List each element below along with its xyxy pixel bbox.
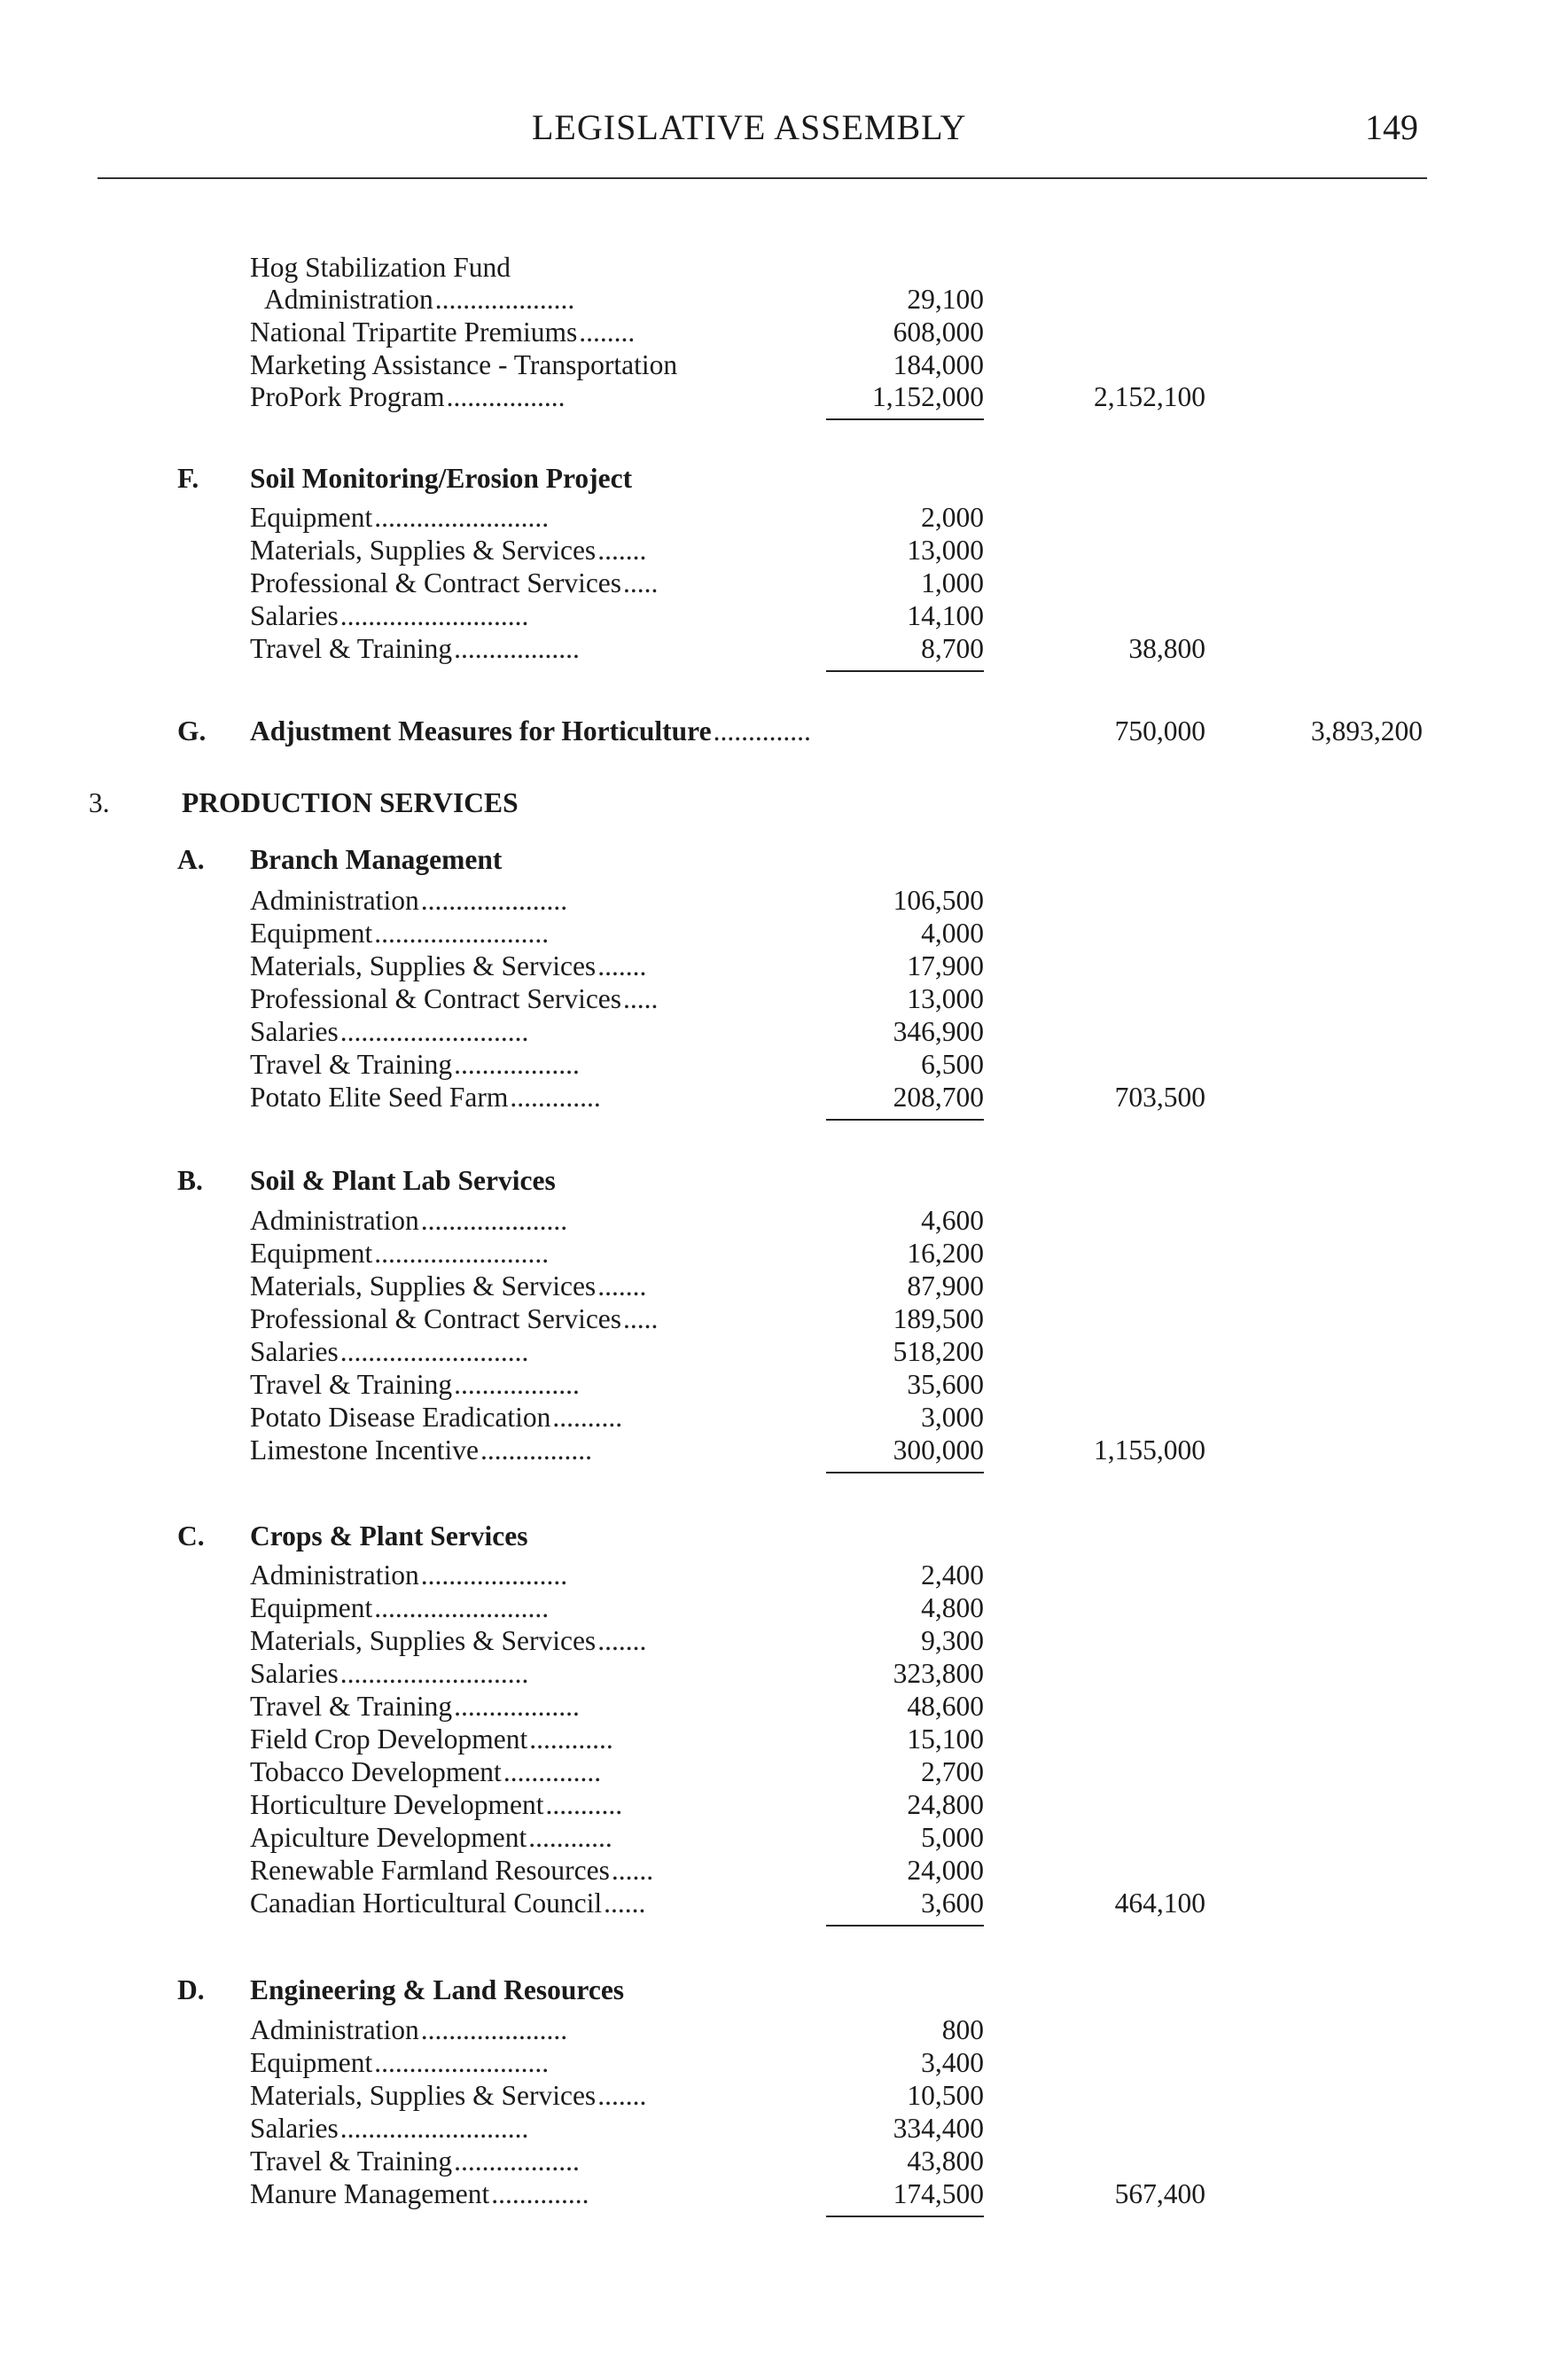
line-item [264, 282, 574, 317]
amount-cell: 2,400 [921, 1559, 984, 1591]
table-row [0, 1203, 1568, 1239]
amount-cell: 3,400 [921, 2047, 984, 2078]
heading-label: Branch Management [250, 844, 503, 875]
table-row [0, 631, 1568, 667]
item-label: Salaries [250, 1016, 339, 1047]
amount-cell: 334,400 [893, 2113, 984, 2144]
leader-dots: ........................... [339, 1336, 529, 1367]
leader-dots: .......... [552, 1402, 623, 1433]
item-label: Materials, Supplies & Services [250, 1625, 597, 1656]
line-item [250, 1519, 528, 1554]
amount-cell: 10,500 [907, 2080, 984, 2111]
item-label: Equipment [250, 2047, 373, 2078]
item-label: Administration [250, 1205, 419, 1236]
heading-label: Crops & Plant Services [250, 1520, 528, 1551]
leader-dots: .................. [454, 2145, 580, 2177]
section-heading-row [0, 785, 1568, 821]
item-label: Travel & Training [250, 1049, 453, 1080]
total-cell: 3,893,200 [1311, 715, 1423, 746]
line-item [250, 842, 502, 878]
leader-dots: .............. [713, 715, 811, 746]
line-item [250, 1203, 567, 1239]
item-label: Salaries [250, 1336, 339, 1367]
line-item [250, 533, 646, 568]
leader-dots: ................ [480, 1434, 593, 1465]
line-item [250, 2111, 528, 2146]
column-underline [826, 418, 984, 420]
amount-cell: 208,700 [893, 1082, 984, 1113]
amount-cell: 87,900 [907, 1270, 984, 1301]
table-row [0, 981, 1568, 1017]
item-label: National Tripartite Premiums [250, 317, 578, 348]
line-item [250, 1400, 622, 1435]
amount-cell: 8,700 [921, 633, 984, 664]
item-label: Administration [250, 1559, 419, 1591]
leader-dots: ........ [579, 317, 636, 348]
amount-cell: 4,000 [921, 918, 984, 949]
amount-cell: 608,000 [893, 317, 984, 348]
item-label: Materials, Supplies & Services [250, 1270, 597, 1301]
table-row [0, 1755, 1568, 1790]
line-item [250, 1853, 653, 1888]
leader-dots: ....... [597, 950, 647, 981]
leader-dots: ........................... [339, 1658, 529, 1689]
leader-dots: ....... [597, 535, 647, 566]
table-row [0, 1433, 1568, 1468]
leader-dots: .................. [454, 1049, 580, 1080]
item-label: Manure Management [250, 2178, 490, 2209]
line-item [250, 1236, 549, 1271]
heading-label: Soil & Plant Lab Services [250, 1165, 556, 1196]
section-heading-row [0, 714, 1568, 749]
item-label: Travel & Training [250, 2145, 453, 2177]
subsection-letter: B. [177, 1165, 203, 1196]
subtotal-cell: 1,155,000 [1094, 1434, 1205, 1465]
leader-dots: ....... [597, 1625, 647, 1656]
table-row [0, 1047, 1568, 1082]
table-row [0, 1080, 1568, 1115]
amount-cell: 29,100 [907, 284, 984, 315]
amount-cell: 1,152,000 [872, 381, 984, 412]
table-row [0, 2144, 1568, 2179]
table-row [0, 1656, 1568, 1692]
amount-cell: 13,000 [907, 535, 984, 566]
item-label: Administration [264, 284, 433, 315]
line-item [250, 631, 580, 667]
subtotal-cell: 38,800 [1128, 633, 1205, 664]
item-label: Travel & Training [250, 1691, 453, 1722]
amount-cell: 43,800 [907, 2145, 984, 2177]
leader-dots: .................. [454, 1369, 580, 1400]
amount-cell: 2,000 [921, 502, 984, 533]
amount-cell: 1,000 [921, 567, 984, 598]
line-item [250, 598, 528, 634]
line-item [182, 785, 519, 821]
amount-cell: 6,500 [921, 1049, 984, 1080]
subtotal-cell: 2,152,100 [1094, 381, 1205, 412]
line-item [250, 1367, 580, 1403]
item-label: Hog Stabilization Fund [250, 252, 511, 283]
line-item [250, 315, 635, 350]
heading-label: Soil Monitoring/Erosion Project [250, 463, 633, 494]
amount-cell: 14,100 [907, 600, 984, 631]
amount-cell: 5,000 [921, 1822, 984, 1853]
item-label: Administration [250, 2014, 419, 2045]
leader-dots: .................. [454, 1691, 580, 1722]
line-item [250, 2177, 589, 2212]
amount-cell: 9,300 [921, 1625, 984, 1656]
table-row [0, 2045, 1568, 2081]
leader-dots: ..................... [420, 1559, 568, 1591]
amount-cell: 3,600 [921, 1888, 984, 1919]
table-row [0, 1236, 1568, 1271]
item-label: Professional & Contract Services [250, 1303, 622, 1334]
table-row [0, 1787, 1568, 1823]
leader-dots: ........................... [339, 1016, 529, 1047]
line-item [250, 566, 658, 601]
line-item [250, 1820, 612, 1856]
line-item [250, 1269, 646, 1304]
amount-cell: 15,100 [907, 1723, 984, 1755]
table-row [0, 949, 1568, 984]
table-row [0, 1301, 1568, 1337]
item-label: Travel & Training [250, 633, 453, 664]
section-heading-row [0, 461, 1568, 496]
table-row [0, 250, 1568, 285]
subsection-letter: G. [177, 715, 207, 746]
table-row [0, 883, 1568, 918]
item-label: Potato Elite Seed Farm [250, 1082, 509, 1113]
item-label: Canadian Horticultural Council [250, 1888, 603, 1919]
item-label: Travel & Training [250, 1369, 453, 1400]
table-row [0, 1367, 1568, 1403]
leader-dots: .................... [434, 284, 575, 315]
table-row [0, 916, 1568, 951]
item-label: Horticulture Development [250, 1789, 544, 1820]
amount-cell: 2,700 [921, 1756, 984, 1787]
amount-cell: 106,500 [893, 885, 984, 916]
page-title: LEGISLATIVE ASSEMBLY [532, 107, 967, 147]
item-label: ProPork Program [250, 381, 445, 412]
item-label: Equipment [250, 502, 373, 533]
table-row [0, 1886, 1568, 1921]
item-label: Apiculture Development [250, 1822, 527, 1853]
table-row [0, 1820, 1568, 1856]
line-item [250, 1591, 549, 1626]
column-underline [826, 1925, 984, 1927]
table-row [0, 1623, 1568, 1659]
line-item [250, 1163, 556, 1199]
leader-dots: .............. [503, 1756, 602, 1787]
amount-cell: 4,800 [921, 1592, 984, 1623]
line-item [250, 2013, 567, 2048]
line-item [250, 500, 549, 535]
leader-dots: ......................... [374, 2047, 550, 2078]
table-row [0, 1722, 1568, 1757]
line-item [250, 1433, 592, 1468]
item-label: Field Crop Development [250, 1723, 528, 1755]
item-label: Professional & Contract Services [250, 567, 622, 598]
subsection-letter: C. [177, 1520, 205, 1551]
leader-dots: ........... [545, 1789, 623, 1820]
leader-dots: ..................... [420, 2014, 568, 2045]
column-underline [826, 2216, 984, 2217]
leader-dots: ............ [529, 1723, 613, 1755]
section-heading-row [0, 842, 1568, 878]
table-row [0, 2111, 1568, 2146]
leader-dots: ....... [597, 1270, 647, 1301]
leader-dots: ..................... [420, 885, 568, 916]
amount-cell: 48,600 [907, 1691, 984, 1722]
line-item [250, 1014, 528, 1050]
leader-dots: ............ [528, 1822, 612, 1853]
leader-dots: ..... [623, 567, 659, 598]
amount-cell: 24,000 [907, 1855, 984, 1886]
table-row [0, 1591, 1568, 1626]
leader-dots: ................. [446, 381, 566, 412]
item-label: Marketing Assistance - Transportation [250, 349, 678, 380]
item-label: Salaries [250, 1658, 339, 1689]
leader-dots: ............. [510, 1082, 601, 1113]
amount-cell: 174,500 [893, 2178, 984, 2209]
line-item [250, 1334, 528, 1370]
column-underline [826, 1119, 984, 1121]
amount-cell: 4,600 [921, 1205, 984, 1236]
amount-cell: 323,800 [893, 1658, 984, 1689]
amount-cell: 24,800 [907, 1789, 984, 1820]
subsection-letter: F. [177, 463, 199, 494]
line-item [250, 2078, 646, 2114]
amount-cell: 16,200 [907, 1238, 984, 1269]
table-row [0, 1014, 1568, 1050]
leader-dots: ......................... [374, 918, 550, 949]
line-item [250, 379, 566, 415]
table-row [0, 315, 1568, 350]
line-item [250, 981, 658, 1017]
heading-label: PRODUCTION SERVICES [182, 787, 519, 818]
line-item [250, 1558, 567, 1593]
line-item [250, 1689, 580, 1724]
leader-dots: ........................... [339, 2113, 529, 2144]
table-row [0, 348, 1568, 383]
subtotal-cell: 703,500 [1114, 1082, 1205, 1113]
table-row [0, 282, 1568, 317]
amount-cell: 184,000 [893, 349, 984, 380]
page-header [0, 106, 1568, 160]
amount-cell: 13,000 [907, 983, 984, 1014]
leader-dots: ..... [623, 983, 659, 1014]
line-item [250, 1755, 601, 1790]
item-label: Equipment [250, 918, 373, 949]
item-label: Renewable Farmland Resources [250, 1855, 610, 1886]
item-label: Salaries [250, 2113, 339, 2144]
leader-dots: ...... [611, 1855, 654, 1886]
line-item [250, 916, 549, 951]
subtotal-cell: 567,400 [1114, 2178, 1205, 2209]
table-row [0, 1689, 1568, 1724]
line-item [250, 1047, 580, 1082]
section-heading-row [0, 1163, 1568, 1199]
section-heading-row [0, 1973, 1568, 2008]
item-label: Materials, Supplies & Services [250, 950, 597, 981]
amount-cell: 346,900 [893, 1016, 984, 1047]
amount-cell: 17,900 [907, 950, 984, 981]
amount-cell: 3,000 [921, 1402, 984, 1433]
leader-dots: .............. [491, 2178, 589, 2209]
table-row [0, 1558, 1568, 1593]
table-row [0, 566, 1568, 601]
item-label: Equipment [250, 1592, 373, 1623]
table-row [0, 598, 1568, 634]
line-item [250, 949, 646, 984]
line-item [250, 1623, 646, 1659]
item-label: Equipment [250, 1238, 373, 1269]
amount-cell: 300,000 [893, 1434, 984, 1465]
leader-dots: ......................... [374, 1592, 550, 1623]
item-label: Materials, Supplies & Services [250, 535, 597, 566]
line-item [250, 714, 811, 749]
section-heading-row [0, 1519, 1568, 1554]
leader-dots: ........................... [339, 600, 529, 631]
item-label: Tobacco Development [250, 1756, 502, 1787]
table-row [0, 2013, 1568, 2048]
leader-dots: ..... [623, 1303, 659, 1334]
table-row [0, 533, 1568, 568]
item-label: Limestone Incentive [250, 1434, 480, 1465]
heading-label: Engineering & Land Resources [250, 1974, 625, 2005]
subsection-letter: A. [177, 844, 205, 875]
amount-cell: 800 [941, 2014, 984, 2045]
item-label: Salaries [250, 600, 339, 631]
table-row [0, 1334, 1568, 1370]
leader-dots: ...... [604, 1888, 646, 1919]
table-row [0, 1400, 1568, 1435]
line-item [250, 2045, 549, 2081]
amount-cell: 35,600 [907, 1369, 984, 1400]
line-item [250, 250, 511, 285]
subtotal-cell: 750,000 [1114, 715, 1205, 746]
heading-label: Adjustment Measures for Horticulture [250, 715, 712, 746]
line-item [250, 2144, 580, 2179]
table-row [0, 500, 1568, 535]
line-item [250, 348, 677, 383]
amount-cell: 189,500 [893, 1303, 984, 1334]
column-underline [826, 1472, 984, 1473]
leader-dots: ......................... [374, 502, 550, 533]
line-item [250, 1080, 601, 1115]
line-item [250, 1656, 528, 1692]
line-item [250, 883, 567, 918]
line-item [250, 461, 632, 496]
item-label: Potato Disease Eradication [250, 1402, 551, 1433]
subsection-letter: D. [177, 1974, 205, 2005]
table-row [0, 1269, 1568, 1304]
subtotal-cell: 464,100 [1114, 1888, 1205, 1919]
header-rule [98, 177, 1427, 179]
line-item [250, 1886, 645, 1921]
column-underline [826, 670, 984, 672]
leader-dots: ......................... [374, 1238, 550, 1269]
line-item [250, 1722, 613, 1757]
table-row [0, 1853, 1568, 1888]
line-item [250, 1787, 622, 1823]
leader-dots: .................. [454, 633, 580, 664]
section-number: 3. [89, 787, 110, 818]
table-row [0, 2078, 1568, 2114]
item-label: Materials, Supplies & Services [250, 2080, 597, 2111]
item-label: Administration [250, 885, 419, 916]
page-number: 149 [1365, 107, 1418, 147]
line-item [250, 1973, 624, 2008]
leader-dots: ....... [597, 2080, 647, 2111]
leader-dots: ..................... [420, 1205, 568, 1236]
line-item [250, 1301, 658, 1337]
amount-cell: 518,200 [893, 1336, 984, 1367]
item-label: Professional & Contract Services [250, 983, 622, 1014]
table-row [0, 2177, 1568, 2212]
table-row [0, 379, 1568, 415]
